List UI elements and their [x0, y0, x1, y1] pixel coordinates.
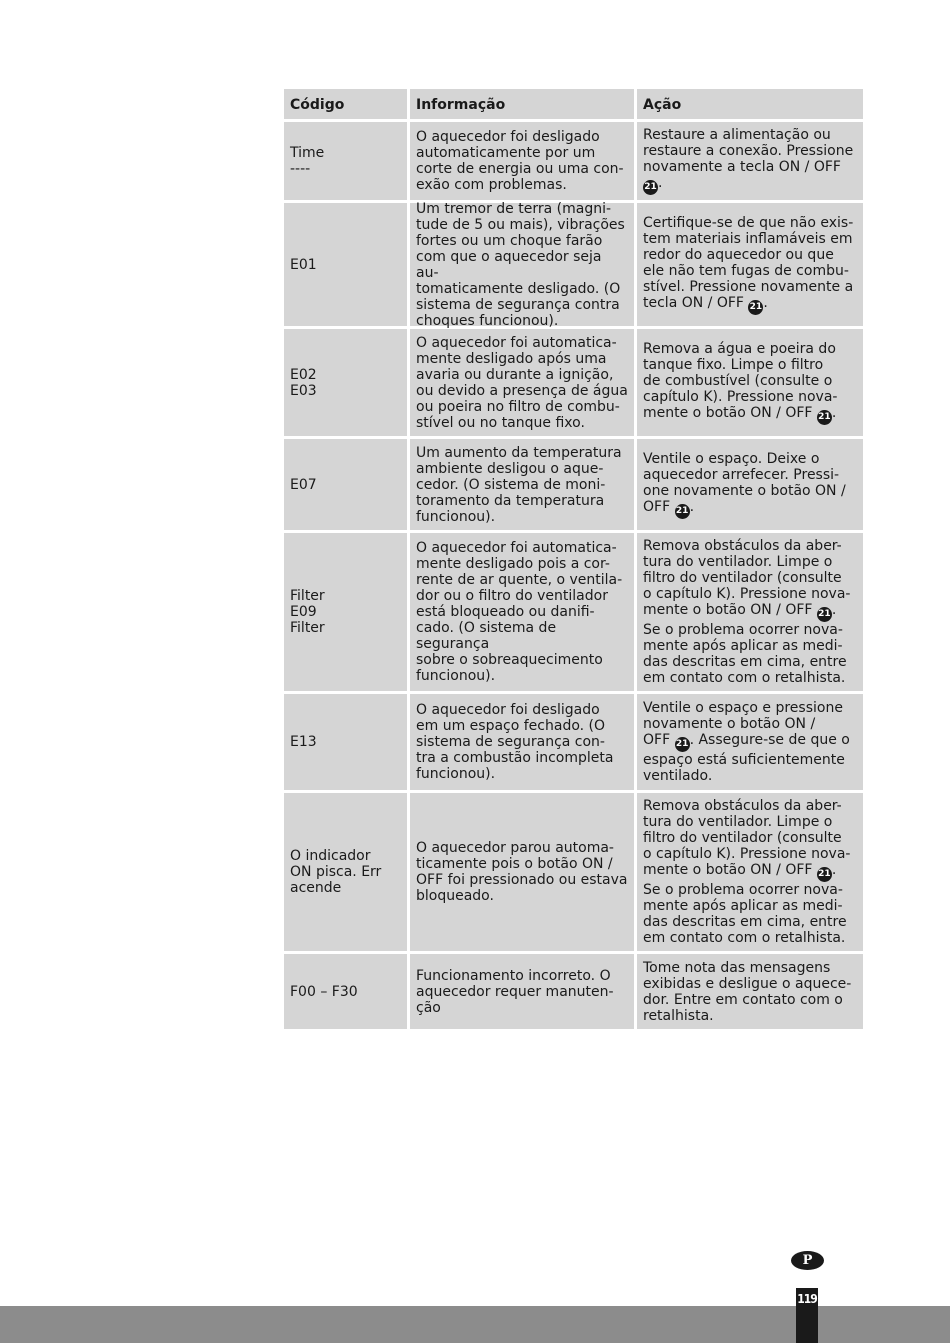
button-ref-icon: 21 — [675, 737, 690, 752]
button-ref-icon: 21 — [817, 410, 832, 425]
row-code: F00 – F30 — [284, 954, 407, 1029]
row-info: O aquecedor parou automa- ticamente pois o botão ON / OFF foi pressionado ou estava bloqueado. — [410, 793, 634, 951]
row-info: Funcionamento incorreto. O aquecedor requer manuten- ção — [410, 954, 634, 1029]
row-code: O indicador ON pisca. Err acende — [284, 793, 407, 951]
row-action: Ventile o espaço. Deixe o aquecedor arrefecer. Pressi- one novamente o botão ON / OFF 21. — [637, 439, 863, 530]
button-ref-icon: 21 — [817, 607, 832, 622]
button-ref-icon: 21 — [817, 867, 832, 882]
header-action: Ação — [637, 89, 863, 119]
row-info: O aquecedor foi automatica- mente desligado pois a cor- rente de ar quente, o ventila- dor ou o filtro do ventilador está bloqueado ou danifi- cado. (O sistema de segurança sobre o sobreaquecimento funcionou). — [410, 533, 634, 691]
row-info: Um aumento da temperatura ambiente desligou o aque- cedor. (O sistema de moni- toramento da temperatura funcionou). — [410, 439, 634, 530]
button-ref-icon: 21 — [643, 180, 658, 195]
button-ref-icon: 21 — [748, 300, 763, 315]
row-action: Remova obstáculos da aber- tura do ventilador. Limpe o filtro do ventilador (consulte o capítulo K). Pressione nova- mente o botão ON / OFF 21. Se o problema ocorrer nova- mente após aplicar as medi- das descritas em cima, entre em contato com o retalhista. — [637, 793, 863, 951]
language-badge: P — [791, 1251, 824, 1270]
row-code: E02 E03 — [284, 329, 407, 436]
row-info: Um tremor de terra (magni- tude de 5 ou mais), vibrações fortes ou um choque farão com que o aquecedor seja au- tomaticamente desligado. (O sistema de segurança contra choques funcionou). — [410, 203, 634, 326]
row-info: O aquecedor foi desligado automaticamente por um corte de energia ou uma con- exão com problemas. — [410, 122, 634, 200]
row-info: O aquecedor foi desligado em um espaço fechado. (O sistema de segurança con- tra a combustão incompleta funcionou). — [410, 694, 634, 790]
row-code: E07 — [284, 439, 407, 530]
button-ref-icon: 21 — [675, 504, 690, 519]
row-action: Ventile o espaço e pressione novamente o botão ON / OFF 21. Assegure-se de que o espaço está suficientemente ventilado. — [637, 694, 863, 790]
header-code: Código — [284, 89, 407, 119]
row-action: Remova obstáculos da aber- tura do ventilador. Limpe o filtro do ventilador (consulte o capítulo K). Pressione nova- mente o botão ON / OFF 21. Se o problema ocorrer nova- mente após aplicar as medi- das descritas em cima, entre em contato com o retalhista. — [637, 533, 863, 691]
error-code-table — [284, 89, 863, 1029]
row-info: O aquecedor foi automatica- mente desligado após uma avaria ou durante a ignição, ou devido a presença de água ou poeira no filtro de combu- stível ou no tanque fixo. — [410, 329, 634, 436]
row-code: E01 — [284, 203, 407, 326]
header-information: Informação — [410, 89, 634, 119]
row-action: Certifique-se de que não exis- tem materiais inflamáveis em redor do aquecedor ou que ele não tem fugas de combu- stível. Pressione novamente a tecla ON / OFF 21. — [637, 203, 863, 326]
page-number: 119 — [796, 1288, 818, 1343]
row-action: Tome nota das mensagens exibidas e desligue o aquece- dor. Entre em contato com o retalhista. — [637, 954, 863, 1029]
row-code: Time ---- — [284, 122, 407, 200]
row-action: Remova a água e poeira do tanque fixo. Limpe o filtro de combustível (consulte o capítulo K). Pressione nova- mente o botão ON / OFF 21. — [637, 329, 863, 436]
row-code: E13 — [284, 694, 407, 790]
row-code: Filter E09 Filter — [284, 533, 407, 691]
row-action: Restaure a alimentação ou restaure a conexão. Pressione novamente a tecla ON / OFF 21. — [637, 122, 863, 200]
